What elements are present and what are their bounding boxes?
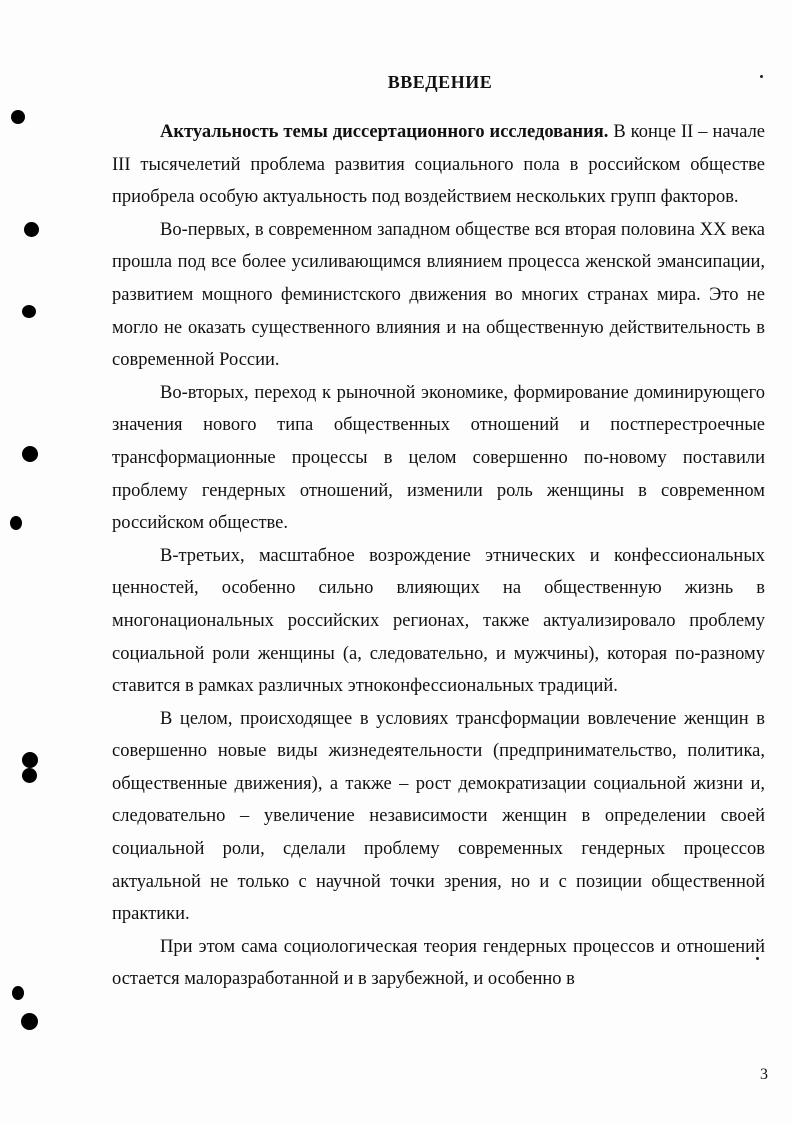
punch-hole-mark <box>22 305 36 318</box>
paragraph <box>112 214 765 377</box>
body-text <box>112 116 765 996</box>
paragraph-text: В конце II – начале III тысячелетий проблема развития социального пола в российском обществе приобрела особую актуальность под воздействием нескольких групп факторов. <box>112 122 766 208</box>
punch-hole-mark <box>10 516 22 530</box>
paragraph <box>112 116 765 214</box>
paragraph <box>112 540 765 703</box>
paragraph-text: Во-вторых, переход к рыночной экономике, формирование доминирующего значения нового типа общественных отношений и постперестроечные трансформационные процессы в целом совершенно по-новому поставили проблему гендерных отношений, изменили роль женщины в современном российском обществе. <box>112 382 765 534</box>
paragraph <box>112 377 765 540</box>
punch-hole-mark <box>11 110 25 124</box>
paragraph-text: Во-первых, в современном западном обществе вся вторая половина XX века прошла под все более усиливающимся влиянием процесса женской эмансипации, развитием мощного феминистского движения во многих странах мира. Это не могло не оказать существенного влияния и на общественную действительность в современной России. <box>112 219 765 371</box>
punch-hole-mark <box>22 752 38 768</box>
punch-hole-mark <box>24 222 39 237</box>
paragraph-lead: Актуальность темы диссертационного исследования. <box>160 122 609 142</box>
paragraph-text: В целом, происходящее в условиях трансформации вовлечение женщин в совершенно новые виды жизнедеятельности (предпринимательство, политика, общественные движения), а также – рост демократизации социальной жизни и, следовательно – увеличение независимости женщин в определении своей социальной роли, сделали проблему современных гендерных процессов актуальной не только с научной точки зрения, но и с позиции общественной практики. <box>112 708 765 925</box>
page-title: ВВЕДЕНИЕ <box>387 72 493 92</box>
punch-hole-mark <box>22 768 37 783</box>
paragraph <box>112 703 765 931</box>
punch-hole-mark <box>21 1013 38 1030</box>
paragraph <box>112 931 765 996</box>
paragraph-text: В-третьих, масштабное возрождение этнических и конфессиональных ценностей, особенно сильно влияющих на общественную жизнь в многонациональных российских регионах, также актуализировало проблему социальной роли женщины (а, следовательно, и мужчины), которая по-разному ставится в рамках различных этноконфессиональных традиций. <box>112 545 765 697</box>
paragraph-text: При этом сама социологическая теория гендерных процессов и отношений остается малоразработанной и в зарубежной, и особенно в <box>112 936 765 990</box>
punch-hole-mark <box>22 446 38 462</box>
punch-hole-mark <box>12 986 24 1000</box>
page-number: 3 <box>760 1066 768 1083</box>
